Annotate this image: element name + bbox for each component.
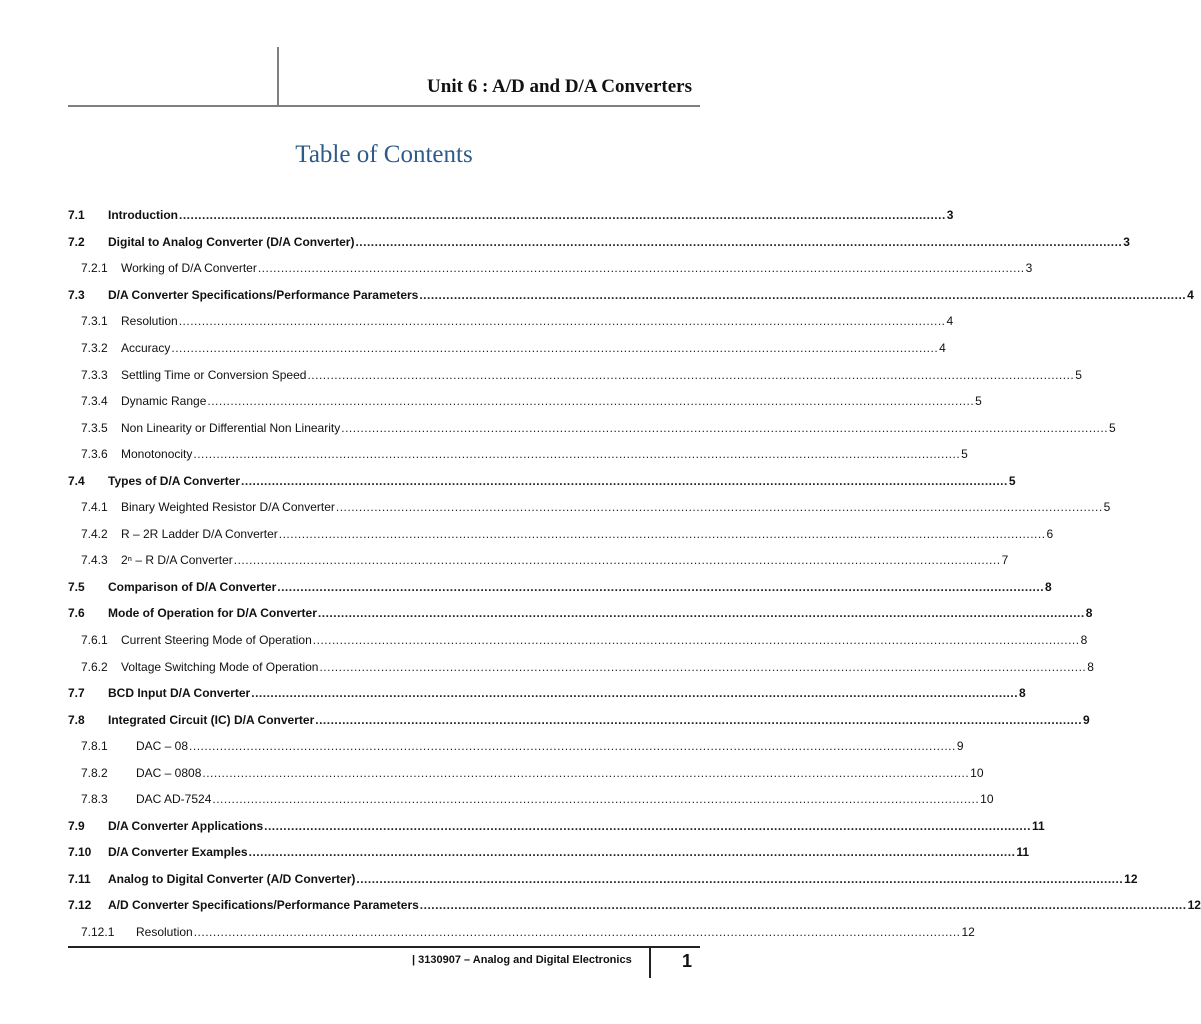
toc-entry-page: 11 (1031, 818, 1045, 833)
toc-entry[interactable] (68, 759, 984, 786)
toc-dot-leader: ........................................................................................................................................................................................................ (356, 871, 1124, 886)
toc-entry-page: 12 (1124, 871, 1138, 886)
toc-entry-page: 8 (1080, 633, 1088, 648)
toc-entry-page: 3 (1123, 234, 1130, 249)
toc-entry-label: Digital to Analog Converter (D/A Converter) (108, 234, 355, 249)
toc-entry[interactable] (68, 733, 964, 760)
toc-entry-page: 7 (1001, 553, 1009, 568)
toc-entry[interactable] (68, 388, 982, 415)
toc-dot-leader: ........................................................................................................................................................................................................ (335, 500, 1103, 515)
toc-entry-page: 5 (1075, 367, 1082, 382)
toc-dot-leader: ........................................................................................................................................................................................................ (317, 606, 1085, 621)
toc-entry-page: 8 (1019, 686, 1026, 701)
toc-dot-leader: ........................................................................................................................................................................................................ (178, 314, 946, 329)
toc-entry-number: 7.6.1 (81, 633, 108, 648)
toc-entry[interactable] (68, 521, 1054, 548)
toc-entry[interactable] (68, 892, 1201, 919)
footer-rule (68, 946, 700, 948)
toc-entry[interactable] (68, 202, 954, 229)
toc-entry-label: Working of D/A Converter (121, 261, 257, 276)
toc-dot-leader: ........................................................................................................................................................................................................ (233, 553, 1001, 568)
toc-entry-page: 12 (1187, 898, 1201, 913)
page-header-title: Unit 6 : A/D and D/A Converters (427, 76, 692, 97)
toc-entry-number: 7.3.5 (81, 420, 108, 435)
toc-entry-page: 5 (961, 447, 968, 462)
toc-entry-label: Resolution (121, 314, 178, 329)
toc-entry-number: 7.12 (68, 898, 92, 913)
toc-entry-page: 12 (961, 925, 975, 940)
toc-entry-page: 5 (1008, 473, 1016, 488)
toc-entry-label: Current Steering Mode of Operation (121, 633, 312, 648)
toc-entry-page: 3 (946, 208, 954, 223)
toc-entry-label: Introduction (108, 208, 178, 223)
toc-dot-leader: ........................................................................................................................................................................................................ (241, 473, 1008, 488)
toc-entry-label: R – 2R Ladder D/A Converter (121, 526, 278, 541)
toc-dot-leader: ........................................................................................................................................................................................................ (212, 792, 980, 807)
toc-entry-label: Integrated Circuit (IC) D/A Converter (108, 712, 315, 727)
toc-entry-number: 7.9 (68, 818, 85, 833)
toc-entry-label: Comparison of D/A Converter (108, 579, 277, 594)
toc-dot-leader: ........................................................................................................................................................................................................ (189, 739, 956, 754)
toc-entry-number: 7.11 (68, 871, 91, 886)
toc-dot-leader: ........................................................................................................................................................................................................ (278, 526, 1046, 541)
toc-entry-number: 7.6.2 (81, 659, 108, 674)
toc-entry[interactable] (68, 680, 1026, 707)
toc-entry-page: 8 (1087, 659, 1094, 674)
toc-entry-label: DAC AD-7524 (136, 792, 212, 807)
toc-entry-page: 9 (1083, 712, 1090, 727)
toc-entry-page: 11 (1016, 845, 1030, 860)
toc-entry-number: 7.10 (68, 845, 92, 860)
toc-dot-leader: ........................................................................................................................................................................................................ (277, 579, 1045, 594)
toc-dot-leader: ........................................................................................................................................................................................................ (171, 341, 939, 355)
toc-dot-leader: ........................................................................................................................................................................................................ (193, 925, 961, 940)
toc-entry-label: D/A Converter Examples (108, 845, 248, 860)
toc-entry-number: 7.7 (68, 686, 85, 701)
toc-entry[interactable] (68, 308, 954, 335)
toc-entry-number: 7.2 (68, 234, 85, 249)
toc-entry-number: 7.2.1 (81, 261, 108, 276)
toc-entry-page: 10 (970, 765, 984, 780)
toc-entry-page: 8 (1085, 606, 1093, 621)
toc-entry-label: Dynamic Range (121, 394, 207, 409)
toc-entry-label: Resolution (136, 925, 193, 940)
toc-entry-number: 7.3.1 (81, 314, 108, 329)
toc-entry-label: D/A Converter Specifications/Performance Parameters (108, 287, 419, 302)
toc-entry-label: Binary Weighted Resistor D/A Converter (121, 500, 335, 515)
header-rule (68, 105, 700, 107)
toc-dot-leader: ........................................................................................................................................................................................................ (312, 633, 1080, 648)
toc-entry-number: 7.8.1 (81, 739, 108, 754)
toc-entry-number: 7.3.2 (81, 341, 108, 355)
toc-entry-number: 7.8.3 (81, 792, 108, 807)
toc-entry[interactable] (68, 441, 968, 468)
toc-entry-number: 7.8 (68, 712, 85, 727)
toc-entry-label: Non Linearity or Differential Non Linearity (121, 420, 341, 435)
toc-entry-number: 7.6 (68, 606, 85, 621)
toc-entry-page: 4 (946, 314, 954, 329)
toc-entry-page: 4 (1187, 287, 1194, 302)
toc-entry-label: Accuracy (121, 341, 171, 355)
toc-entry-label: DAC – 08 (136, 739, 189, 754)
toc-entry-page: 5 (975, 394, 982, 409)
toc-entry[interactable] (68, 255, 1033, 282)
toc-entry-page: 5 (1103, 500, 1111, 515)
toc-entry[interactable] (68, 335, 946, 362)
toc-entry[interactable] (68, 467, 1016, 494)
toc-entry[interactable] (68, 866, 1138, 893)
footer-course-label: | 3130907 – Analog and Digital Electronics (412, 954, 632, 966)
toc-dot-leader: ........................................................................................................................................................................................................ (251, 686, 1019, 701)
toc-entry[interactable] (68, 786, 994, 813)
toc-entry-number: 7.4 (68, 473, 85, 488)
toc-entry-page: 5 (1109, 420, 1116, 435)
header-vertical-rule (277, 47, 279, 105)
toc-dot-leader: ........................................................................................................................................................................................................ (315, 712, 1083, 727)
toc-dot-leader: ........................................................................................................................................................................................................ (419, 898, 1187, 913)
toc-entry-label: Monotonocity (121, 447, 193, 462)
toc-entry[interactable] (68, 813, 1045, 840)
toc-entry-number: 7.4.1 (81, 500, 108, 515)
toc-entry[interactable] (68, 494, 1111, 521)
toc-entry-number: 7.3 (68, 287, 85, 302)
toc-entry-number: 7.8.2 (81, 765, 108, 780)
toc-entry-page: 3 (1025, 261, 1033, 276)
toc-entry[interactable] (68, 600, 1093, 627)
toc-entry-label: Mode of Operation for D/A Converter (108, 606, 317, 621)
toc-entry[interactable] (68, 919, 975, 946)
toc-entry[interactable] (68, 839, 1030, 866)
toc-entry-label: Settling Time or Conversion Speed (121, 367, 307, 382)
toc-entry[interactable] (68, 547, 1009, 574)
toc-entry-page: 6 (1046, 526, 1054, 541)
toc-dot-leader: ........................................................................................................................................................................................................ (355, 234, 1123, 249)
toc-dot-leader: ........................................................................................................................................................................................................ (193, 447, 961, 462)
toc-entry-label: Analog to Digital Converter (A/D Converter) (108, 871, 356, 886)
toc-entry-page: 10 (980, 792, 994, 807)
toc-entry-number: 7.5 (68, 579, 85, 594)
toc-entry[interactable] (68, 229, 1130, 256)
toc-entry-page: 9 (956, 739, 964, 754)
toc-dot-leader: ........................................................................................................................................................................................................ (341, 420, 1109, 435)
toc-entry[interactable] (68, 653, 1094, 680)
toc-entry[interactable] (68, 282, 1194, 309)
toc-entry-page: 4 (939, 341, 946, 355)
toc-dot-leader: ........................................................................................................................................................................................................ (264, 818, 1031, 833)
toc-dot-leader: ........................................................................................................................................................................................................ (319, 659, 1087, 674)
toc-entry-label: 2ⁿ – R D/A Converter (121, 553, 233, 568)
toc-entry-number: 7.3.6 (81, 447, 108, 462)
toc-entry-label: D/A Converter Applications (108, 818, 264, 833)
toc-entry-label: DAC – 0808 (136, 765, 202, 780)
table-of-contents (68, 202, 1201, 945)
footer-page-number: 1 (682, 951, 693, 971)
toc-entry-number: 7.1 (68, 208, 85, 223)
toc-entry[interactable] (68, 574, 1052, 601)
toc-dot-leader: ........................................................................................................................................................................................................ (207, 394, 975, 409)
toc-entry-number: 7.4.2 (81, 526, 108, 541)
footer-vertical-rule (649, 946, 651, 978)
toc-dot-leader: ........................................................................................................................................................................................................ (307, 367, 1075, 382)
toc-dot-leader: ........................................................................................................................................................................................................ (178, 208, 946, 223)
toc-entry-label: Voltage Switching Mode of Operation (121, 659, 319, 674)
toc-dot-leader: ........................................................................................................................................................................................................ (257, 261, 1025, 276)
toc-entry[interactable] (68, 706, 1090, 733)
toc-entry[interactable] (68, 414, 1116, 441)
toc-entry-number: 7.4.3 (81, 553, 108, 568)
toc-entry[interactable] (68, 361, 1082, 388)
toc-entry-number: 7.3.3 (81, 367, 108, 382)
toc-dot-leader: ........................................................................................................................................................................................................ (202, 765, 970, 780)
toc-dot-leader: ........................................................................................................................................................................................................ (419, 287, 1187, 302)
toc-entry-number: 7.3.4 (81, 394, 108, 409)
toc-entry-label: A/D Converter Specifications/Performance Parameters (108, 898, 419, 913)
toc-entry-label: Types of D/A Converter (108, 473, 241, 488)
toc-dot-leader: ........................................................................................................................................................................................................ (248, 845, 1016, 860)
toc-entry-number: 7.12.1 (81, 925, 115, 940)
toc-heading: Table of Contents (295, 141, 473, 168)
toc-entry[interactable] (68, 627, 1088, 654)
toc-entry-page: 8 (1045, 579, 1052, 594)
toc-entry-label: BCD Input D/A Converter (108, 686, 251, 701)
